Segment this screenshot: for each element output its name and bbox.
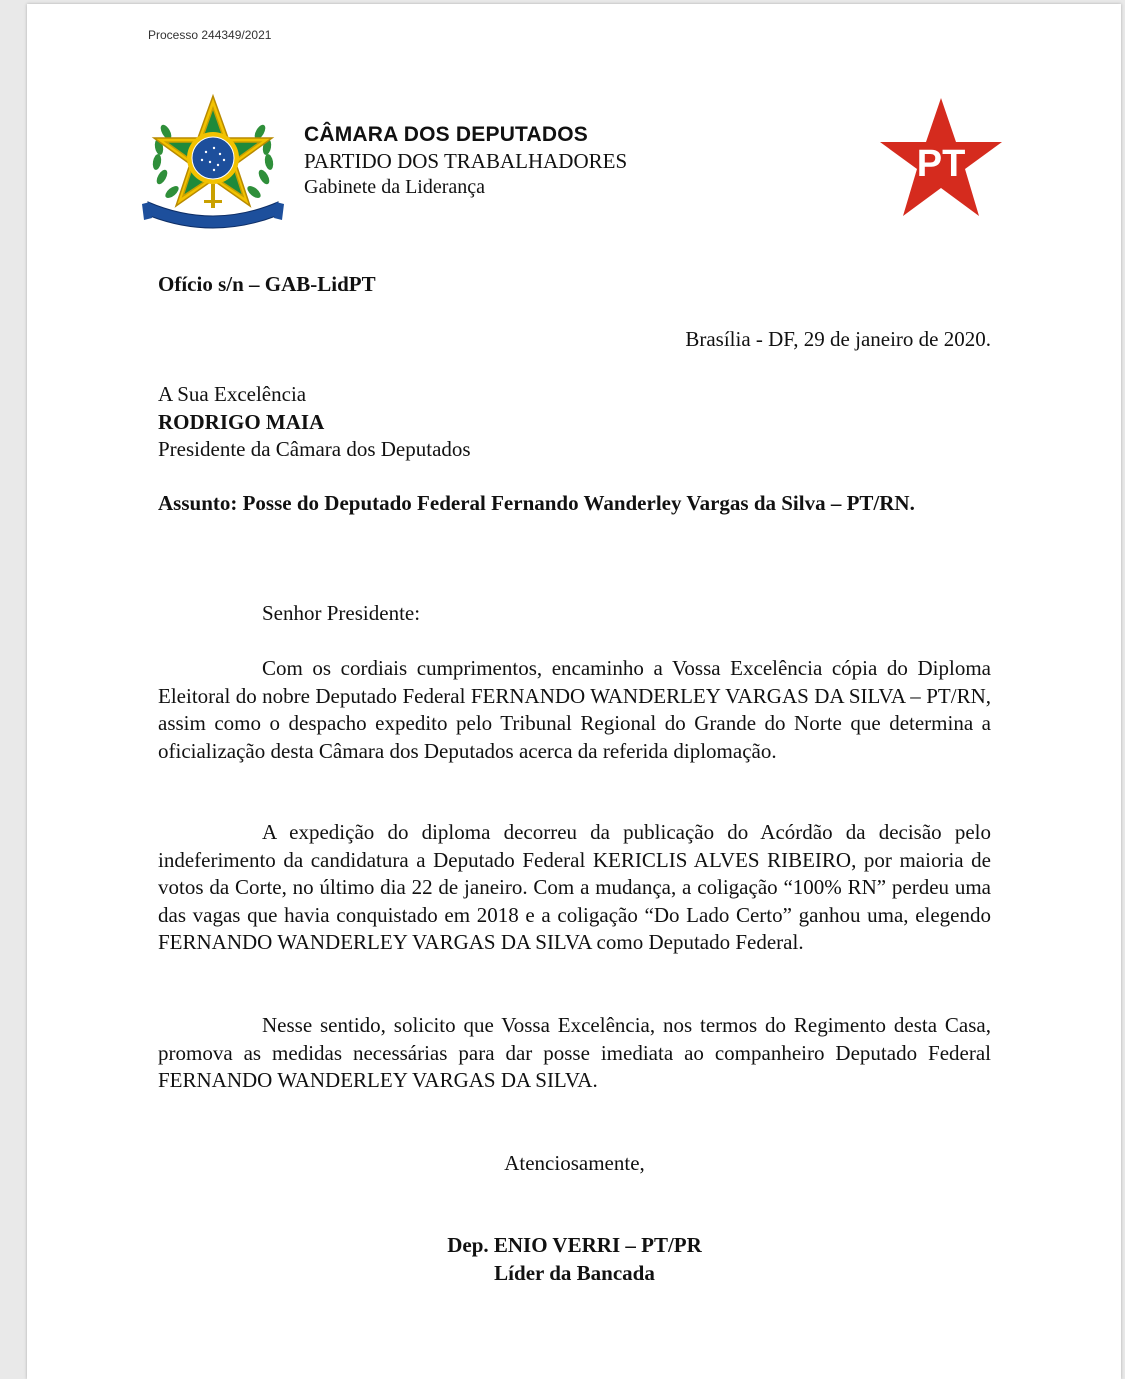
signature-name: Dep. ENIO VERRI – PT/PR xyxy=(447,1233,702,1257)
party-name: PARTIDO DOS TRABALHADORES xyxy=(304,149,628,173)
subject-line: Assunto: Posse do Deputado Federal Fernando Wanderley Vargas da Silva – PT/RN. xyxy=(158,491,915,515)
addressee-name: RODRIGO MAIA xyxy=(158,409,325,434)
pt-star-logo-icon xyxy=(878,96,1004,220)
body-paragraph: Com os cordiais cumprimentos, encaminho a Vossa Excelência cópia do Diploma Eleitoral do nobre Deputado Federal FERNANDO WANDERLEY VARGAS DA SILVA – PT/RN, assim como o despacho expedito pelo Tribunal Regional do Grande do Norte que determina a oficialização desta Câmara dos Deputados acerca da referida diplomação. xyxy=(158,656,991,763)
signature-role: Líder da Bancada xyxy=(494,1260,655,1285)
addressee-block xyxy=(158,381,471,464)
body-paragraph: A expedição do diploma decorreu da publicação do Acórdão da decisão pelo indeferimento da candidatura a Deputado Federal KERICLIS ALVES RIBEIRO, por maioria de votos da Corte, no último dia 22 de janeiro. Com a mudança, a coligação “100% RN” perdeu uma das vagas que havia conquistado em 2018 e a coligação “Do Lado Certo” ganhou uma, elegendo FERNANDO WANDERLEY VARGAS DA SILVA como Deputado Federal. xyxy=(158,820,991,954)
addressee-treatment: A Sua Excelência xyxy=(158,382,307,406)
letterhead xyxy=(304,122,627,200)
pt-logo-text: PT xyxy=(916,143,966,185)
cabinet-name: Gabinete da Liderança xyxy=(304,176,486,198)
place-date: Brasília - DF, 29 de janeiro de 2020. xyxy=(685,327,991,351)
coat-of-arms-icon xyxy=(140,92,286,234)
institution-name: CÂMARA DOS DEPUTADOS xyxy=(304,123,589,146)
signature-block xyxy=(158,1232,991,1287)
closing: Atenciosamente, xyxy=(504,1151,645,1175)
office-reference: Ofício s/n – GAB-LidPT xyxy=(158,272,376,296)
process-number: Processo 244349/2021 xyxy=(148,28,272,42)
salutation: Senhor Presidente: xyxy=(262,601,421,625)
body-paragraph: Nesse sentido, solicito que Vossa Excelência, nos termos do Regimento desta Casa, promova as medidas necessárias para dar posse imediata ao companheiro Deputado Federal FERNANDO WANDERLEY VARGAS DA SILVA. xyxy=(158,1013,991,1092)
addressee-role: Presidente da Câmara dos Deputados xyxy=(158,437,471,461)
